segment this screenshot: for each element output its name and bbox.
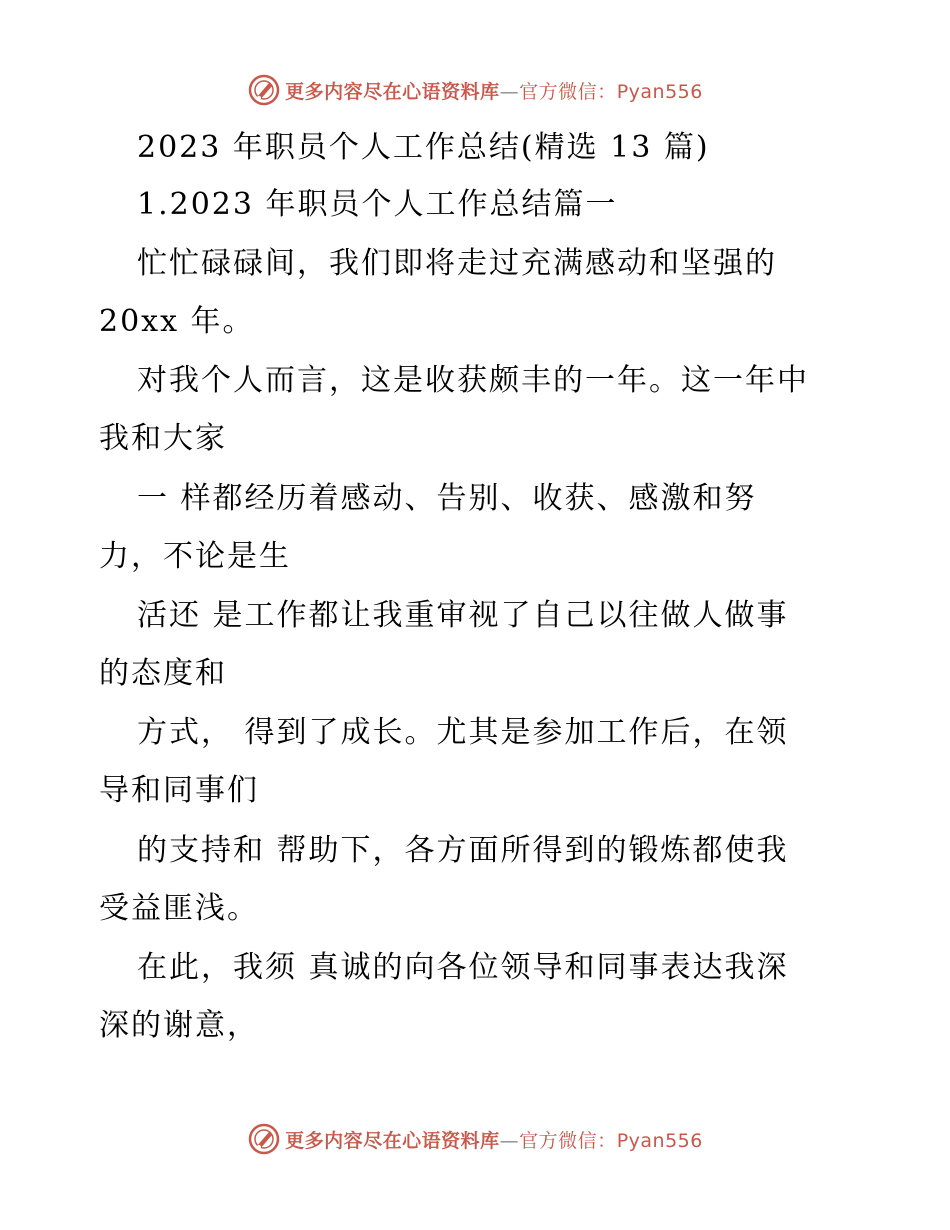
paragraph-line: 20xx 年。 bbox=[99, 304, 255, 339]
banner-separator: — bbox=[499, 80, 520, 103]
banner-tail: 官方微信： bbox=[519, 1129, 617, 1152]
banner-wechat-id: Pyan556 bbox=[616, 80, 703, 103]
paragraph-line: 的态度和 bbox=[99, 656, 227, 691]
paragraph-line: 的支持和 帮助下，各方面所得到的锻炼都使我 bbox=[137, 833, 789, 868]
banner-separator: — bbox=[499, 1129, 520, 1152]
document-title: 2023 年职员个人工作总结(精选 13 篇) bbox=[137, 130, 710, 165]
section-heading: 1.2023 年职员个人工作总结篇一 bbox=[137, 187, 618, 222]
banner-lead: 更多内容尽在心语资料库 bbox=[285, 80, 500, 103]
banner-lead: 更多内容尽在心语资料库 bbox=[285, 1129, 500, 1152]
pen-nib-logo-icon bbox=[247, 73, 281, 107]
paragraph-line: 方式， 得到了成长。尤其是参加工作后，在领 bbox=[137, 715, 789, 750]
footer-banner bbox=[0, 1119, 950, 1159]
banner-text bbox=[285, 1126, 703, 1153]
paragraph-line: 在此，我须 真诚的向各位领导和同事表达我深 bbox=[137, 950, 789, 985]
banner-tail: 官方微信： bbox=[519, 80, 617, 103]
header-banner bbox=[0, 70, 950, 110]
banner-wechat-id: Pyan556 bbox=[616, 1129, 703, 1152]
paragraph-line: 对我个人而言，这是收获颇丰的一年。这一年中 bbox=[137, 363, 809, 398]
paragraph-line: 深的谢意， bbox=[99, 1008, 259, 1043]
paragraph-line: 受益匪浅。 bbox=[99, 891, 259, 926]
paragraph-line: 我和大家 bbox=[99, 421, 227, 456]
banner-text bbox=[285, 77, 703, 104]
pen-nib-logo-icon bbox=[247, 1122, 281, 1156]
paragraph-line: 导和同事们 bbox=[99, 773, 259, 808]
paragraph-line: 力，不论是生 bbox=[99, 539, 291, 574]
paragraph-line: 忙忙碌碌间，我们即将走过充满感动和坚强的 bbox=[137, 246, 777, 281]
paragraph-line: 一 样都经历着感动、告别、收获、感激和努 bbox=[137, 481, 757, 516]
paragraph-line: 活还 是工作都让我重审视了自己以往做人做事 bbox=[137, 598, 789, 633]
